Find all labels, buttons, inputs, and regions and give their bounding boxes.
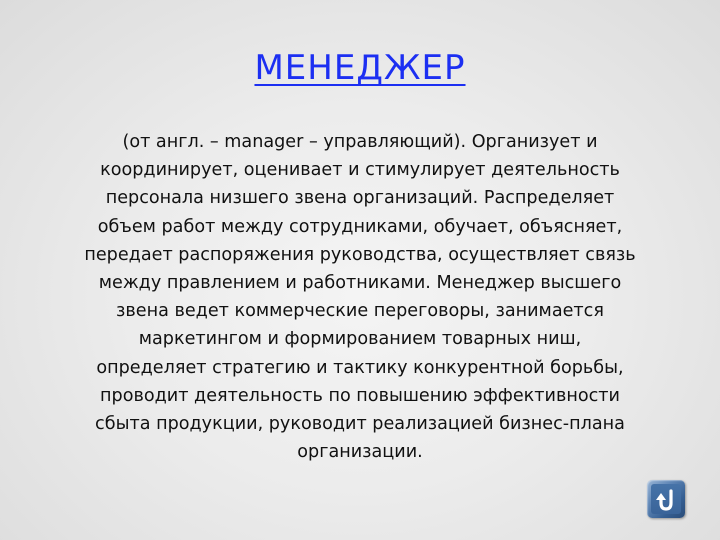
text-line: персонала низшего звена организаций. Распределяет <box>105 188 615 209</box>
return-arrow-icon <box>647 480 685 518</box>
text-line: (от англ. – manager – управляющий). Организует и <box>122 132 598 152</box>
text-line: сбыта продукции, руководит реализацией бизнес-плана <box>95 414 625 435</box>
text-line: определяет стратегию и тактику конкурентной борьбы, <box>96 357 624 378</box>
text-line: координирует, оценивает и стимулирует деятельность <box>100 160 620 181</box>
return-button[interactable] <box>647 480 685 518</box>
text-line: звена ведет коммерческие переговоры, занимается <box>116 301 604 322</box>
text-line: между правлением и работниками. Менеджер высшего <box>98 273 622 294</box>
text-line: передает распоряжения руководства, осуществляет связь <box>84 244 636 265</box>
text-line: объем работ между сотрудниками, обучает, объясняет, <box>97 216 623 237</box>
definition-text <box>62 128 658 466</box>
text-line: маркетингом и формированием товарных ниш, <box>138 329 582 350</box>
slide-title-link[interactable]: МЕНЕДЖЕР <box>254 48 466 88</box>
text-line: проводит деятельность по повышению эффективности <box>100 385 620 406</box>
text-line: организации. <box>297 442 423 463</box>
